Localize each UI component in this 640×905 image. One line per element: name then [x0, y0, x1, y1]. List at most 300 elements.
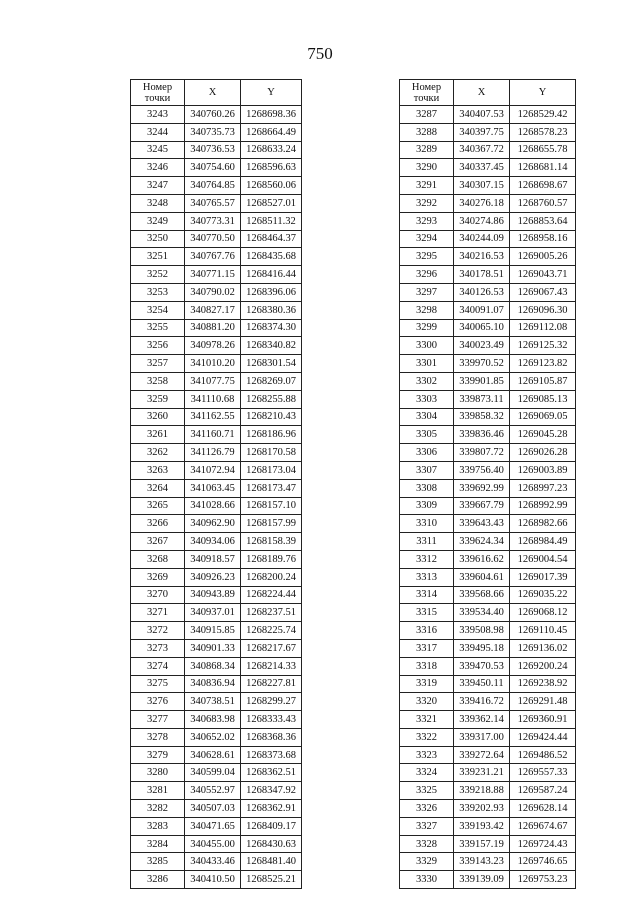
cell-point-number: 3283	[131, 817, 185, 835]
table-row	[400, 800, 576, 818]
cell-point-number: 3291	[400, 177, 454, 195]
table-row	[131, 301, 302, 319]
cell-point-number: 3306	[400, 444, 454, 462]
table-row	[400, 301, 576, 319]
cell-point-number: 3320	[400, 693, 454, 711]
table-row	[400, 159, 576, 177]
cell-point-number: 3265	[131, 497, 185, 515]
table-row	[131, 675, 302, 693]
cell-x: 339202.93	[454, 800, 510, 818]
cell-x: 339667.79	[454, 497, 510, 515]
cell-point-number: 3287	[400, 106, 454, 124]
cell-point-number: 3268	[131, 550, 185, 568]
table-row	[131, 479, 302, 497]
cell-y: 1269238.92	[510, 675, 576, 693]
cell-point-number: 3300	[400, 337, 454, 355]
cell-y: 1268958.16	[510, 230, 576, 248]
cell-y: 1269003.89	[510, 461, 576, 479]
cell-point-number: 3258	[131, 372, 185, 390]
cell-y: 1268157.99	[241, 515, 302, 533]
cell-y: 1268362.91	[241, 800, 302, 818]
table-row	[400, 639, 576, 657]
header-x: X	[454, 80, 510, 106]
cell-x: 339807.72	[454, 444, 510, 462]
cell-point-number: 3321	[400, 711, 454, 729]
cell-x: 340410.50	[185, 871, 241, 889]
table-row	[131, 515, 302, 533]
cell-y: 1268698.36	[241, 106, 302, 124]
cell-point-number: 3289	[400, 141, 454, 159]
cell-y: 1268430.63	[241, 835, 302, 853]
cell-y: 1268210.43	[241, 408, 302, 426]
cell-y: 1269753.23	[510, 871, 576, 889]
cell-point-number: 3257	[131, 355, 185, 373]
cell-x: 341063.45	[185, 479, 241, 497]
cell-x: 340934.06	[185, 533, 241, 551]
cell-point-number: 3269	[131, 568, 185, 586]
table-row	[400, 871, 576, 889]
cell-y: 1268525.21	[241, 871, 302, 889]
cell-x: 340827.17	[185, 301, 241, 319]
cell-y: 1268173.47	[241, 479, 302, 497]
cell-point-number: 3285	[131, 853, 185, 871]
coordinates-table-left	[130, 79, 302, 889]
cell-y: 1268227.81	[241, 675, 302, 693]
cell-x: 340926.23	[185, 568, 241, 586]
table-row	[400, 230, 576, 248]
cell-y: 1269096.30	[510, 301, 576, 319]
cell-y: 1268560.06	[241, 177, 302, 195]
cell-x: 339470.53	[454, 657, 510, 675]
table-row	[131, 194, 302, 212]
cell-y: 1269004.54	[510, 550, 576, 568]
cell-y: 1268982.66	[510, 515, 576, 533]
table-row	[131, 266, 302, 284]
cell-point-number: 3319	[400, 675, 454, 693]
cell-point-number: 3308	[400, 479, 454, 497]
cell-point-number: 3328	[400, 835, 454, 853]
table-row	[400, 675, 576, 693]
cell-y: 1268225.74	[241, 622, 302, 640]
cell-y: 1268224.44	[241, 586, 302, 604]
table-row	[131, 390, 302, 408]
cell-y: 1268368.36	[241, 728, 302, 746]
cell-x: 340126.53	[454, 283, 510, 301]
cell-x: 339143.23	[454, 853, 510, 871]
cell-x: 340868.34	[185, 657, 241, 675]
cell-point-number: 3294	[400, 230, 454, 248]
cell-x: 339416.72	[454, 693, 510, 711]
table-row	[400, 764, 576, 782]
cell-y: 1269112.08	[510, 319, 576, 337]
table-row	[131, 372, 302, 390]
cell-point-number: 3314	[400, 586, 454, 604]
cell-x: 341160.71	[185, 426, 241, 444]
cell-y: 1269045.28	[510, 426, 576, 444]
cell-x: 341110.68	[185, 390, 241, 408]
cell-point-number: 3325	[400, 782, 454, 800]
cell-point-number: 3297	[400, 283, 454, 301]
cell-point-number: 3330	[400, 871, 454, 889]
table-header-row	[400, 80, 576, 106]
cell-y: 1268409.17	[241, 817, 302, 835]
cell-y: 1268237.51	[241, 604, 302, 622]
cell-y: 1268362.51	[241, 764, 302, 782]
table-row	[131, 212, 302, 230]
table-row	[400, 461, 576, 479]
header-y: Y	[241, 80, 302, 106]
cell-point-number: 3309	[400, 497, 454, 515]
cell-x: 339534.40	[454, 604, 510, 622]
table-row	[400, 248, 576, 266]
cell-point-number: 3245	[131, 141, 185, 159]
cell-point-number: 3323	[400, 746, 454, 764]
cell-y: 1268596.63	[241, 159, 302, 177]
table-row	[400, 550, 576, 568]
cell-point-number: 3290	[400, 159, 454, 177]
cell-y: 1269068.12	[510, 604, 576, 622]
cell-y: 1268435.68	[241, 248, 302, 266]
cell-y: 1268511.32	[241, 212, 302, 230]
table-row	[131, 817, 302, 835]
table-row	[131, 853, 302, 871]
cell-y: 1269746.65	[510, 853, 576, 871]
cell-point-number: 3316	[400, 622, 454, 640]
table-row	[400, 194, 576, 212]
cell-point-number: 3277	[131, 711, 185, 729]
cell-y: 1268633.24	[241, 141, 302, 159]
cell-x: 341077.75	[185, 372, 241, 390]
cell-y: 1268170.58	[241, 444, 302, 462]
cell-y: 1268340.82	[241, 337, 302, 355]
cell-point-number: 3304	[400, 408, 454, 426]
table-row	[400, 782, 576, 800]
cell-point-number: 3264	[131, 479, 185, 497]
cell-x: 341010.20	[185, 355, 241, 373]
cell-x: 340881.20	[185, 319, 241, 337]
cell-x: 339139.09	[454, 871, 510, 889]
table-row	[400, 177, 576, 195]
cell-x: 339756.40	[454, 461, 510, 479]
cell-point-number: 3310	[400, 515, 454, 533]
cell-y: 1268374.30	[241, 319, 302, 337]
cell-point-number: 3255	[131, 319, 185, 337]
cell-point-number: 3254	[131, 301, 185, 319]
cell-y: 1268217.67	[241, 639, 302, 657]
cell-y: 1268481.40	[241, 853, 302, 871]
cell-point-number: 3278	[131, 728, 185, 746]
cell-y: 1268681.14	[510, 159, 576, 177]
table-row	[400, 123, 576, 141]
cell-point-number: 3301	[400, 355, 454, 373]
table-row	[131, 408, 302, 426]
table-row	[131, 550, 302, 568]
cell-x: 340736.53	[185, 141, 241, 159]
cell-x: 340274.86	[454, 212, 510, 230]
cell-y: 1268200.24	[241, 568, 302, 586]
table-row	[400, 657, 576, 675]
cell-point-number: 3288	[400, 123, 454, 141]
table-row	[131, 871, 302, 889]
table-row	[400, 390, 576, 408]
cell-y: 1269557.33	[510, 764, 576, 782]
table-row	[400, 568, 576, 586]
cell-point-number: 3260	[131, 408, 185, 426]
cell-x: 340178.51	[454, 266, 510, 284]
table-row	[400, 515, 576, 533]
cell-point-number: 3326	[400, 800, 454, 818]
cell-point-number: 3262	[131, 444, 185, 462]
cell-x: 340901.33	[185, 639, 241, 657]
cell-x: 340937.01	[185, 604, 241, 622]
cell-point-number: 3293	[400, 212, 454, 230]
cell-point-number: 3243	[131, 106, 185, 124]
cell-y: 1268158.39	[241, 533, 302, 551]
table-row	[131, 248, 302, 266]
table-row	[131, 141, 302, 159]
cell-point-number: 3244	[131, 123, 185, 141]
table-row	[400, 141, 576, 159]
cell-point-number: 3279	[131, 746, 185, 764]
cell-point-number: 3327	[400, 817, 454, 835]
cell-y: 1268186.96	[241, 426, 302, 444]
table-row	[400, 106, 576, 124]
cell-x: 339873.11	[454, 390, 510, 408]
table-header-row	[131, 80, 302, 106]
table-row	[131, 746, 302, 764]
cell-x: 340738.51	[185, 693, 241, 711]
table-row	[400, 337, 576, 355]
cell-y: 1268464.37	[241, 230, 302, 248]
cell-y: 1269105.87	[510, 372, 576, 390]
cell-x: 339616.62	[454, 550, 510, 568]
cell-y: 1268157.10	[241, 497, 302, 515]
cell-x: 340962.90	[185, 515, 241, 533]
cell-y: 1268173.04	[241, 461, 302, 479]
cell-x: 339193.42	[454, 817, 510, 835]
table-row	[400, 604, 576, 622]
cell-x: 339508.98	[454, 622, 510, 640]
cell-point-number: 3263	[131, 461, 185, 479]
table-row	[131, 800, 302, 818]
cell-y: 1268698.67	[510, 177, 576, 195]
cell-x: 340367.72	[454, 141, 510, 159]
cell-y: 1268655.78	[510, 141, 576, 159]
table-row	[400, 426, 576, 444]
cell-point-number: 3275	[131, 675, 185, 693]
cell-y: 1268853.64	[510, 212, 576, 230]
cell-point-number: 3312	[400, 550, 454, 568]
cell-x: 340790.02	[185, 283, 241, 301]
cell-y: 1269125.32	[510, 337, 576, 355]
cell-x: 339218.88	[454, 782, 510, 800]
cell-point-number: 3282	[131, 800, 185, 818]
cell-x: 339157.19	[454, 835, 510, 853]
cell-x: 339624.34	[454, 533, 510, 551]
table-row	[131, 568, 302, 586]
cell-x: 340652.02	[185, 728, 241, 746]
table-row	[400, 444, 576, 462]
cell-point-number: 3313	[400, 568, 454, 586]
cell-y: 1269587.24	[510, 782, 576, 800]
cell-x: 339643.43	[454, 515, 510, 533]
cell-y: 1268578.23	[510, 123, 576, 141]
cell-x: 341072.94	[185, 461, 241, 479]
cell-x: 340599.04	[185, 764, 241, 782]
table-row	[131, 319, 302, 337]
cell-point-number: 3303	[400, 390, 454, 408]
cell-y: 1268529.42	[510, 106, 576, 124]
cell-point-number: 3261	[131, 426, 185, 444]
cell-point-number: 3284	[131, 835, 185, 853]
cell-point-number: 3307	[400, 461, 454, 479]
cell-x: 340276.18	[454, 194, 510, 212]
cell-x: 340455.00	[185, 835, 241, 853]
cell-y: 1269360.91	[510, 711, 576, 729]
table-row	[400, 835, 576, 853]
cell-point-number: 3251	[131, 248, 185, 266]
cell-x: 340943.89	[185, 586, 241, 604]
table-row	[400, 355, 576, 373]
table-row	[131, 444, 302, 462]
cell-y: 1269035.22	[510, 586, 576, 604]
cell-y: 1269628.14	[510, 800, 576, 818]
cell-x: 339362.14	[454, 711, 510, 729]
cell-x: 339836.46	[454, 426, 510, 444]
cell-x: 340507.03	[185, 800, 241, 818]
table-row	[400, 853, 576, 871]
cell-point-number: 3246	[131, 159, 185, 177]
cell-x: 340552.97	[185, 782, 241, 800]
cell-point-number: 3247	[131, 177, 185, 195]
cell-y: 1268347.92	[241, 782, 302, 800]
table-row	[400, 817, 576, 835]
cell-x: 340754.60	[185, 159, 241, 177]
table-row	[131, 533, 302, 551]
table-row	[400, 408, 576, 426]
cell-y: 1269005.26	[510, 248, 576, 266]
cell-point-number: 3271	[131, 604, 185, 622]
cell-x: 340918.57	[185, 550, 241, 568]
table-row	[131, 177, 302, 195]
cell-point-number: 3280	[131, 764, 185, 782]
cell-x: 339495.18	[454, 639, 510, 657]
table-row	[400, 212, 576, 230]
table-row	[131, 657, 302, 675]
table-row	[131, 835, 302, 853]
cell-y: 1268527.01	[241, 194, 302, 212]
cell-x: 340767.76	[185, 248, 241, 266]
cell-x: 340683.98	[185, 711, 241, 729]
table-row	[131, 337, 302, 355]
cell-x: 339970.52	[454, 355, 510, 373]
cell-point-number: 3302	[400, 372, 454, 390]
cell-point-number: 3274	[131, 657, 185, 675]
cell-point-number: 3252	[131, 266, 185, 284]
table-row	[131, 711, 302, 729]
cell-x: 341126.79	[185, 444, 241, 462]
cell-x: 340765.57	[185, 194, 241, 212]
cell-y: 1268373.68	[241, 746, 302, 764]
cell-point-number: 3270	[131, 586, 185, 604]
cell-point-number: 3250	[131, 230, 185, 248]
cell-x: 340836.94	[185, 675, 241, 693]
cell-y: 1268189.76	[241, 550, 302, 568]
cell-y: 1269200.24	[510, 657, 576, 675]
table-row	[131, 230, 302, 248]
cell-y: 1268301.54	[241, 355, 302, 373]
cell-x: 339317.00	[454, 728, 510, 746]
cell-point-number: 3315	[400, 604, 454, 622]
cell-x: 340735.73	[185, 123, 241, 141]
table-row	[400, 319, 576, 337]
table-row	[131, 604, 302, 622]
cell-point-number: 3248	[131, 194, 185, 212]
header-y: Y	[510, 80, 576, 106]
table-row	[131, 123, 302, 141]
cell-point-number: 3267	[131, 533, 185, 551]
table-row	[131, 106, 302, 124]
cell-x: 340915.85	[185, 622, 241, 640]
table-row	[400, 372, 576, 390]
cell-x: 340771.15	[185, 266, 241, 284]
header-point-number: Номер точки	[400, 80, 454, 106]
cell-x: 340397.75	[454, 123, 510, 141]
cell-y: 1269486.52	[510, 746, 576, 764]
table-row	[131, 497, 302, 515]
table-row	[400, 746, 576, 764]
table-row	[131, 586, 302, 604]
cell-point-number: 3317	[400, 639, 454, 657]
cell-x: 339231.21	[454, 764, 510, 782]
table-row	[400, 586, 576, 604]
cell-x: 340773.31	[185, 212, 241, 230]
coordinates-table-right	[399, 79, 576, 889]
table-row	[131, 728, 302, 746]
cell-point-number: 3292	[400, 194, 454, 212]
cell-y: 1268984.49	[510, 533, 576, 551]
table-row	[400, 711, 576, 729]
table-row	[131, 355, 302, 373]
cell-y: 1268992.99	[510, 497, 576, 515]
table-row	[131, 693, 302, 711]
cell-y: 1268333.43	[241, 711, 302, 729]
cell-point-number: 3273	[131, 639, 185, 657]
cell-y: 1268760.57	[510, 194, 576, 212]
cell-y: 1269136.02	[510, 639, 576, 657]
cell-x: 340471.65	[185, 817, 241, 835]
table-row	[131, 622, 302, 640]
cell-x: 339604.61	[454, 568, 510, 586]
cell-point-number: 3276	[131, 693, 185, 711]
cell-point-number: 3249	[131, 212, 185, 230]
table-row	[131, 426, 302, 444]
page-number: 750	[307, 44, 333, 63]
cell-point-number: 3253	[131, 283, 185, 301]
table-row	[131, 461, 302, 479]
table-row	[400, 693, 576, 711]
cell-point-number: 3311	[400, 533, 454, 551]
cell-y: 1268664.49	[241, 123, 302, 141]
table-row	[400, 283, 576, 301]
cell-y: 1269069.05	[510, 408, 576, 426]
cell-point-number: 3286	[131, 871, 185, 889]
cell-y: 1268997.23	[510, 479, 576, 497]
cell-point-number: 3296	[400, 266, 454, 284]
cell-x: 340407.53	[454, 106, 510, 124]
cell-point-number: 3281	[131, 782, 185, 800]
cell-y: 1268299.27	[241, 693, 302, 711]
